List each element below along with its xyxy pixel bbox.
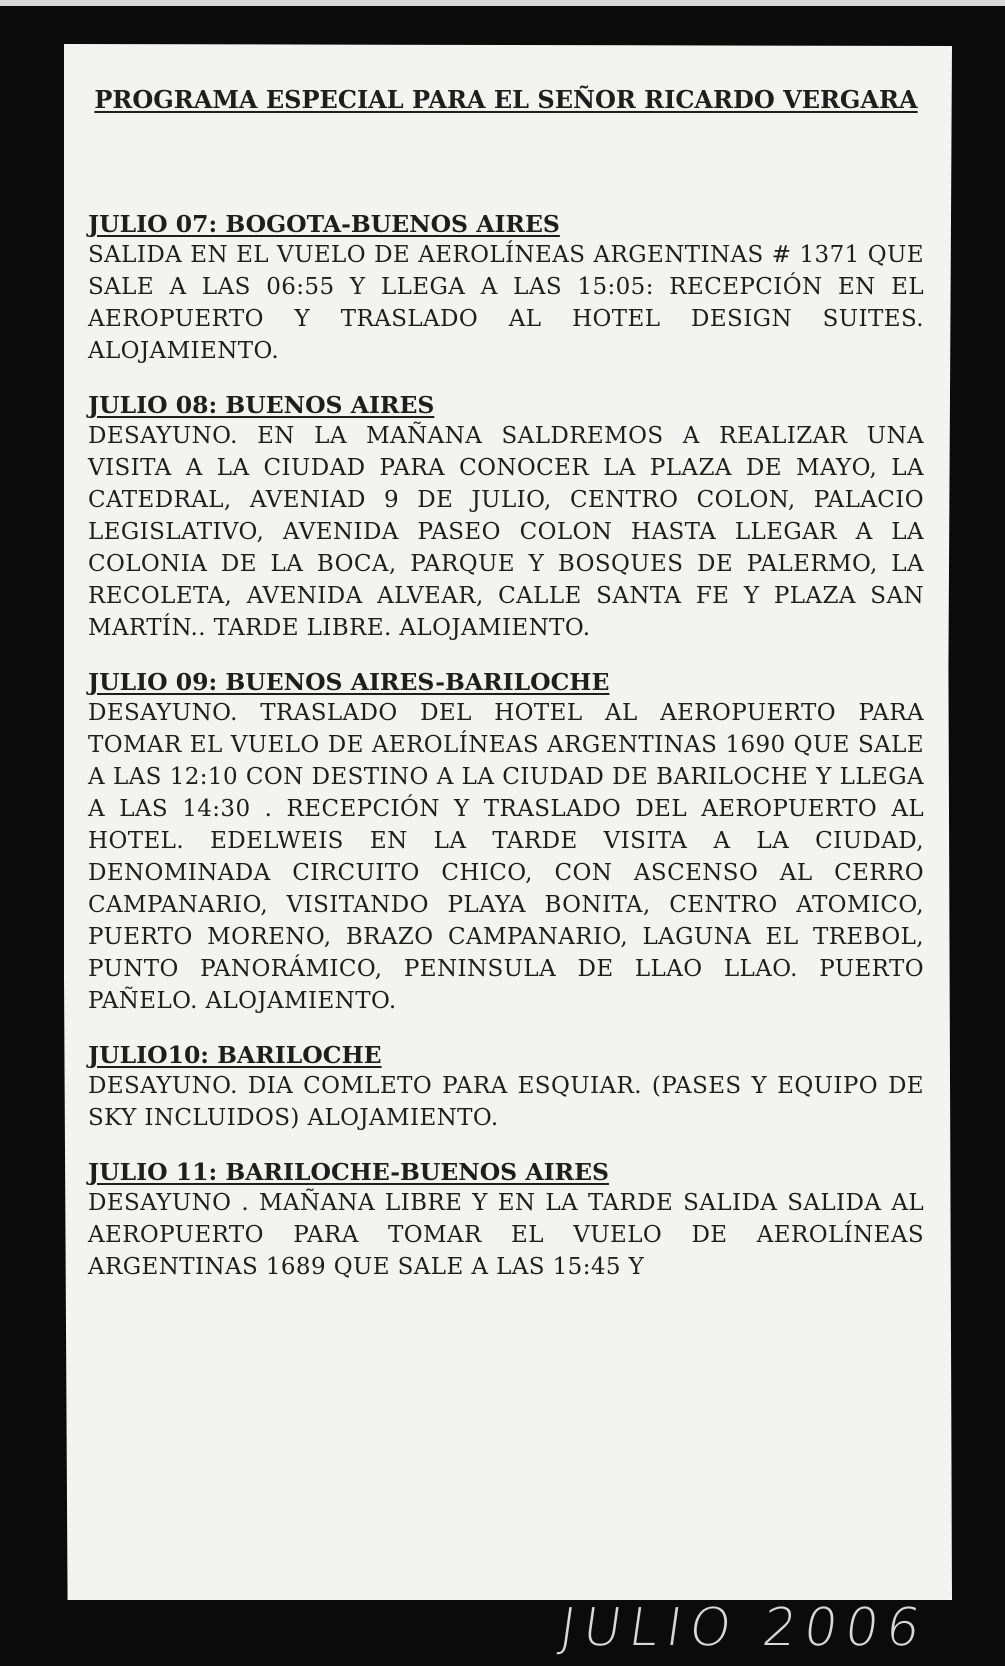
- section-heading: JULIO10: BARILOCHE: [88, 1041, 382, 1069]
- section-julio-10: [88, 1041, 924, 1134]
- section-julio-07: [88, 210, 924, 367]
- handwritten-date-note: JULIO 2006: [555, 1598, 932, 1658]
- section-julio-11: [88, 1158, 924, 1283]
- section-heading: JULIO 07: BOGOTA-BUENOS AIRES: [88, 210, 560, 238]
- section-body: DESAYUNO. DIA COMLETO PARA ESQUIAR. (PASES Y EQUIPO DE SKY INCLUIDOS) ALOJAMIENTO.: [88, 1073, 924, 1131]
- document-title: [88, 84, 924, 116]
- document-title-text: PROGRAMA ESPECIAL PARA EL SEÑOR RICARDO VERGARA: [94, 85, 918, 114]
- section-heading: JULIO 08: BUENOS AIRES: [88, 391, 435, 419]
- section-julio-09: [88, 668, 924, 1017]
- section-heading: JULIO 09: BUENOS AIRES-BARILOCHE: [88, 668, 610, 696]
- section-body: DESAYUNO. EN LA MAÑANA SALDREMOS A REALIZAR UNA VISITA A LA CIUDAD PARA CONOCER LA PLAZA DE MAYO, LA CATEDRAL, AVENIAD 9 DE JULIO, CENTRO COLON, PALACIO LEGISLATIVO, AVENIDA PASEO COLON HASTA LLEGAR A LA COLONIA DE LA BOCA, PARQUE Y BOSQUES DE PALERMO, LA RECOLETA, AVENIDA ALVEAR, CALLE SANTA FE Y PLAZA SAN MARTÍN.. TARDE LIBRE. ALOJAMIENTO.: [88, 423, 924, 641]
- scan-top-edge: [0, 0, 1005, 6]
- section-body: SALIDA EN EL VUELO DE AEROLÍNEAS ARGENTINAS # 1371 QUE SALE A LAS 06:55 Y LLEGA A LAS 15:05: RECEPCIÓN EN EL AEROPUERTO Y TRASLADO AL HOTEL DESIGN SUITES. ALOJAMIENTO.: [88, 242, 924, 364]
- section-body: DESAYUNO . MAÑANA LIBRE Y EN LA TARDE SALIDA SALIDA AL AEROPUERTO PARA TOMAR EL VUELO DE AEROLÍNEAS ARGENTINAS 1689 QUE SALE A LAS 15:45 Y: [88, 1190, 924, 1280]
- document: [88, 84, 924, 1283]
- section-julio-08: [88, 391, 924, 644]
- section-heading: JULIO 11: BARILOCHE-BUENOS AIRES: [88, 1158, 609, 1186]
- section-body: DESAYUNO. TRASLADO DEL HOTEL AL AEROPUERTO PARA TOMAR EL VUELO DE AEROLÍNEAS ARGENTINAS 1690 QUE SALE A LAS 12:10 CON DESTINO A LA CIUDAD DE BARILOCHE Y LLEGA A LAS 14:30 . RECEPCIÓN Y TRASLADO DEL AEROPUERTO AL HOTEL. EDELWEIS EN LA TARDE VISITA A LA CIUDAD, DENOMINADA CIRCUITO CHICO, CON ASCENSO AL CERRO CAMPANARIO, VISITANDO PLAYA BONITA, CENTRO ATOMICO, PUERTO MORENO, BRAZO CAMPANARIO, LAGUNA EL TREBOL, PUNTO PANORÁMICO, PENINSULA DE LLAO LLAO. PUERTO PAÑELO. ALOJAMIENTO.: [88, 700, 924, 1014]
